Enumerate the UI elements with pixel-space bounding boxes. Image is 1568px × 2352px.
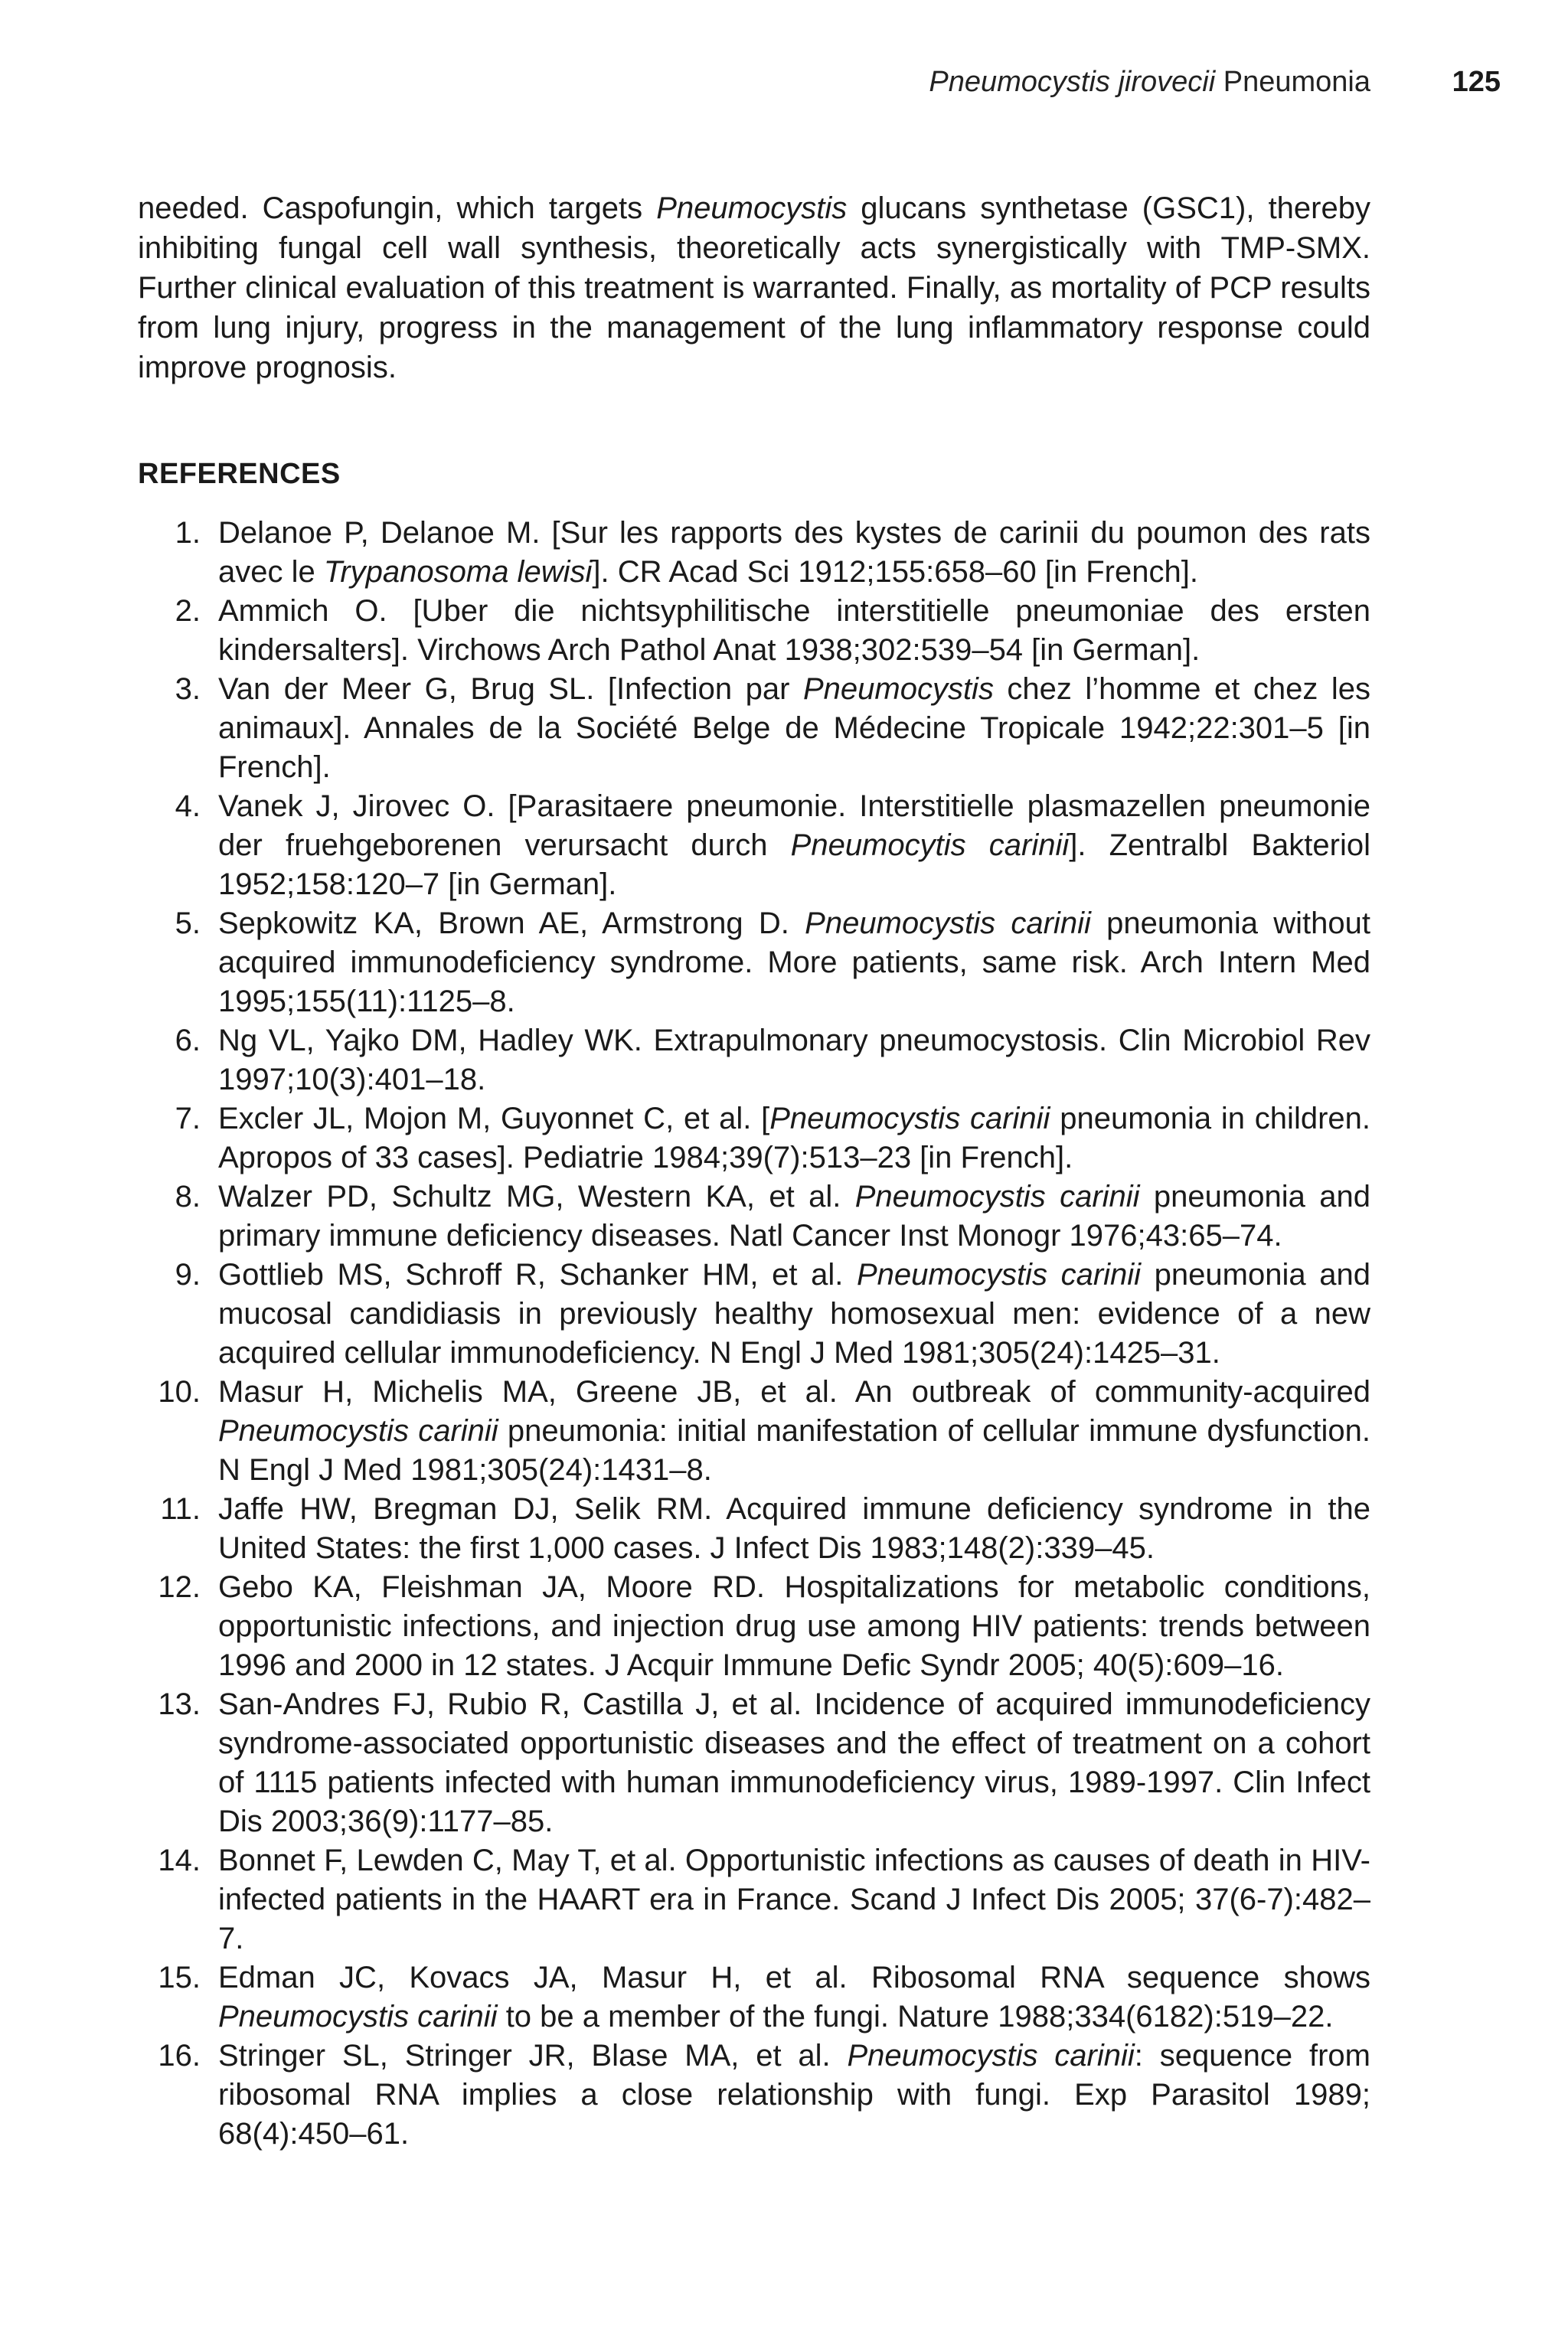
text-run: pneumonia: initial manifestation of cellular immune dysfunction. N Engl J Med 1981;305(24):1431–8. bbox=[218, 1414, 1370, 1487]
reference-number: 11. bbox=[160, 1492, 201, 1526]
text-run: chez l’homme et chez les animaux]. Annales de la Société Belge de Médecine Tropicale 1942;22:301–5 [in French]. bbox=[218, 672, 1371, 784]
text-run: Jaffe HW, Bregman DJ, Selik RM. Acquired immune deficiency syndrome in the United States: the first 1,000 cases. J Infect Dis 1983;148(2):339–45. bbox=[218, 1492, 1370, 1565]
reference-number: 9. bbox=[175, 1258, 201, 1292]
text-run: Sepkowitz KA, Brown AE, Armstrong D. bbox=[218, 906, 805, 940]
text-run: Masur H, Michelis MA, Greene JB, et al. An outbreak of community-acquired bbox=[218, 1375, 1370, 1409]
reference-item bbox=[138, 1490, 1370, 1568]
reference-number: 14. bbox=[158, 1844, 201, 1877]
reference-item bbox=[138, 787, 1370, 904]
reference-text bbox=[218, 906, 1370, 1018]
italic-text: Pneumocystis carinii bbox=[854, 1180, 1140, 1214]
reference-list bbox=[138, 514, 1370, 2154]
reference-number: 6. bbox=[175, 1024, 201, 1057]
reference-number: 2. bbox=[175, 594, 201, 628]
reference-item bbox=[138, 1841, 1370, 1958]
text-run: Ammich O. [Uber die nichtsyphilitische interstitielle pneumoniae des ersten kindersalters]. Virchows Arch Pathol Anat 1938;302:539–54 [in German]. bbox=[218, 594, 1370, 667]
reference-text bbox=[218, 1687, 1370, 1838]
running-title-italic: Pneumocystis jirovecii bbox=[929, 66, 1216, 98]
reference-text bbox=[218, 516, 1370, 589]
italic-text: Pneumocystis carinii bbox=[805, 906, 1091, 940]
italic-text: Pneumocystis carinii bbox=[769, 1102, 1050, 1135]
reference-number: 12. bbox=[158, 1570, 201, 1604]
text-run: to be a member of the fungi. Nature 1988;334(6182):519–22. bbox=[497, 2000, 1334, 2034]
references-heading: REFERENCES bbox=[138, 458, 341, 490]
reference-item bbox=[138, 1099, 1370, 1178]
text-run: Ng VL, Yajko DM, Hadley WK. Extrapulmonary pneumocystosis. Clin Microbiol Rev 1997;10(3):401–18. bbox=[218, 1024, 1370, 1096]
text-run: pneumonia without acquired immunodeficiency syndrome. More patients, same risk. Arch Intern Med 1995;155(11):1125–8. bbox=[218, 906, 1370, 1018]
text-run: Delanoe P, Delanoe M. [Sur les rapports des kystes de carinii du poumon des rats avec le bbox=[218, 516, 1370, 589]
reference-item bbox=[138, 514, 1370, 592]
text-run: : sequence from ribosomal RNA implies a close relationship with fungi. Exp Parasitol 1989; 68(4):450–61. bbox=[218, 2039, 1370, 2151]
reference-number: 8. bbox=[175, 1180, 201, 1214]
italic-text: Pneumocystis carinii bbox=[856, 1258, 1142, 1292]
text-run: needed. Caspofungin, which targets bbox=[138, 191, 657, 225]
italic-text: Trypanosoma lewisi bbox=[323, 555, 593, 589]
text-run: Gottlieb MS, Schroff R, Schanker HM, et al. bbox=[218, 1258, 857, 1292]
reference-item bbox=[138, 1178, 1370, 1256]
italic-text: Pneumocystis carinii bbox=[218, 1414, 498, 1448]
text-run: pneumonia and mucosal candidiasis in previously healthy homosexual men: evidence of a new acquired cellular immunodeficiency. N Engl J Med 1981;305(24):1425–31. bbox=[218, 1258, 1370, 1370]
text-run: glucans synthetase (GSC1), thereby inhibiting fungal cell wall synthesis, theoretically acts synergistically with TMP-SMX. Further clinical evaluation of this treatment is warranted. Finally, as mortality of PCP results from lung injury, progress in the management of the lung inflammatory response could improve prognosis. bbox=[138, 191, 1370, 384]
reference-number: 13. bbox=[158, 1687, 201, 1721]
reference-text bbox=[218, 1180, 1370, 1253]
italic-text: Pneumocytis carinii bbox=[790, 828, 1070, 862]
text-run: San-Andres FJ, Rubio R, Castilla J, et al. Incidence of acquired immunodeficiency syndrome-associated opportunistic diseases and the effect of treatment on a cohort of 1115 patients infected with human immunodeficiency virus, 1989-1997. Clin Infect Dis 2003;36(9):1177–85. bbox=[218, 1687, 1370, 1838]
italic-text: Pneumocystis carinii bbox=[847, 2039, 1135, 2073]
reference-number: 5. bbox=[175, 906, 201, 940]
text-run: ]. Zentralbl Bakteriol 1952;158:120–7 [in German]. bbox=[218, 828, 1371, 901]
text-run: Bonnet F, Lewden C, May T, et al. Opportunistic infections as causes of death in HIV-infected patients in the HAART era in France. Scand J Infect Dis 2005; 37(6-7):482–7. bbox=[218, 1844, 1370, 1955]
text-run: pneumonia in children. Apropos of 33 cases]. Pediatrie 1984;39(7):513–23 [in French]. bbox=[218, 1102, 1370, 1174]
reference-item bbox=[138, 904, 1370, 1021]
reference-number: 1. bbox=[175, 516, 201, 550]
reference-item bbox=[138, 1021, 1370, 1099]
reference-number: 15. bbox=[158, 1961, 201, 1994]
reference-number: 16. bbox=[158, 2039, 201, 2073]
italic-text: Pneumocystis carinii bbox=[218, 2000, 498, 2034]
reference-item bbox=[138, 1256, 1370, 1373]
italic-text: Pneumocystis bbox=[656, 191, 848, 225]
reference-number: 7. bbox=[175, 1102, 201, 1135]
running-head bbox=[138, 66, 1501, 104]
reference-text bbox=[218, 1375, 1370, 1487]
reference-item bbox=[138, 2037, 1370, 2154]
text-run: Stringer SL, Stringer JR, Blase MA, et al. bbox=[218, 2039, 848, 2073]
text-run: pneumonia and primary immune deficiency diseases. Natl Cancer Inst Monogr 1976;43:65–74. bbox=[218, 1180, 1370, 1253]
page-content bbox=[138, 188, 1370, 2154]
reference-text bbox=[218, 672, 1370, 784]
reference-text bbox=[218, 1844, 1370, 1955]
reference-text bbox=[218, 1570, 1370, 1682]
reference-item bbox=[138, 1568, 1370, 1685]
reference-text bbox=[218, 1492, 1370, 1565]
text-run: Excler JL, Mojon M, Guyonnet C, et al. [ bbox=[218, 1102, 770, 1135]
text-run: Walzer PD, Schultz MG, Western KA, et al. bbox=[218, 1180, 855, 1214]
reference-text bbox=[218, 594, 1370, 667]
running-title bbox=[929, 66, 1370, 99]
reference-number: 3. bbox=[175, 672, 201, 706]
reference-text bbox=[218, 1258, 1370, 1370]
italic-text: Pneumocystis bbox=[802, 672, 994, 706]
reference-number: 10. bbox=[158, 1375, 201, 1409]
reference-text bbox=[218, 1102, 1370, 1174]
text-run: Vanek J, Jirovec O. [Parasitaere pneumonie. Interstitielle plasmazellen pneumonie der fruehgeborenen verursacht durch bbox=[218, 789, 1370, 862]
reference-text bbox=[218, 1024, 1370, 1096]
running-title-rest: Pneumonia bbox=[1215, 66, 1370, 98]
reference-text bbox=[218, 2039, 1370, 2151]
reference-item bbox=[138, 1685, 1370, 1841]
text-run: Edman JC, Kovacs JA, Masur H, et al. Ribosomal RNA sequence shows bbox=[218, 1961, 1370, 1994]
reference-item bbox=[138, 592, 1370, 670]
reference-item bbox=[138, 1958, 1370, 2037]
reference-text bbox=[218, 1961, 1370, 2034]
reference-item bbox=[138, 1373, 1370, 1490]
page-number: 125 bbox=[1452, 66, 1501, 98]
reference-text bbox=[218, 789, 1370, 901]
body-paragraph bbox=[138, 188, 1370, 387]
reference-item bbox=[138, 670, 1370, 787]
text-run: Gebo KA, Fleishman JA, Moore RD. Hospitalizations for metabolic conditions, opportunistic infections, and injection drug use among HIV patients: trends between 1996 and 2000 in 12 states. J Acquir Immune Defic Syndr 2005; 40(5):609–16. bbox=[218, 1570, 1370, 1682]
text-run: ]. CR Acad Sci 1912;155:658–60 [in French]. bbox=[592, 555, 1198, 589]
reference-number: 4. bbox=[175, 789, 201, 823]
text-run: Van der Meer G, Brug SL. [Infection par bbox=[218, 672, 803, 706]
